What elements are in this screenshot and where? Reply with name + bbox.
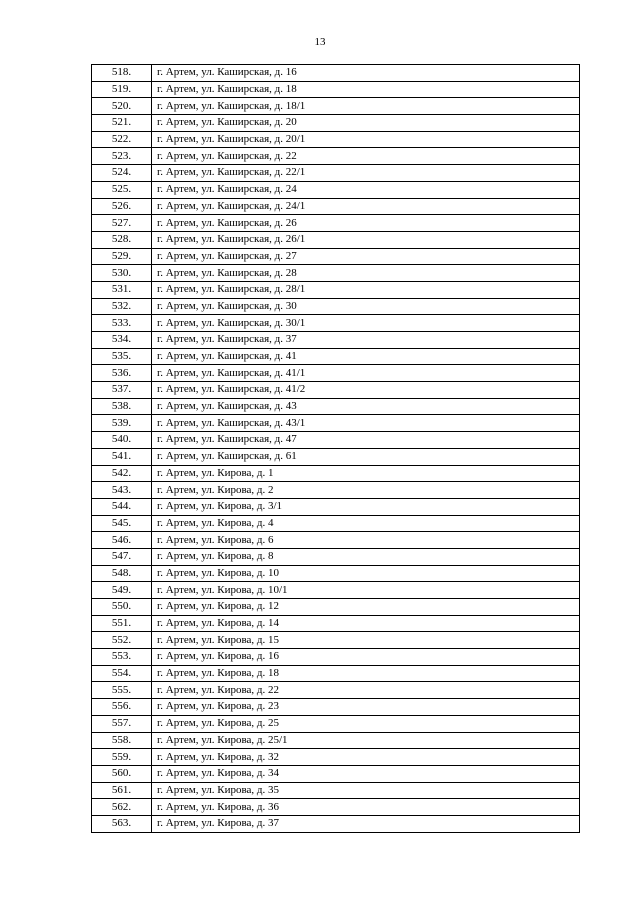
- address-cell: г. Артем, ул. Каширская, д. 24/1: [152, 198, 580, 215]
- address-cell: г. Артем, ул. Каширская, д. 28: [152, 265, 580, 282]
- address-cell: г. Артем, ул. Кирова, д. 4: [152, 515, 580, 532]
- address-cell: г. Артем, ул. Каширская, д. 20/1: [152, 131, 580, 148]
- row-number-cell: 541.: [92, 448, 152, 465]
- row-number-cell: 562.: [92, 799, 152, 816]
- row-number-cell: 535.: [92, 348, 152, 365]
- table-row: [92, 81, 580, 98]
- row-number-cell: 529.: [92, 248, 152, 265]
- row-number-cell: 556.: [92, 699, 152, 716]
- row-number-cell: 561.: [92, 782, 152, 799]
- address-cell: г. Артем, ул. Кирова, д. 15: [152, 632, 580, 649]
- table-row: [92, 765, 580, 782]
- table-row: [92, 715, 580, 732]
- table-row: [92, 348, 580, 365]
- row-number-cell: 545.: [92, 515, 152, 532]
- address-cell: г. Артем, ул. Кирова, д. 25: [152, 715, 580, 732]
- row-number-cell: 534.: [92, 332, 152, 349]
- row-number-cell: 549.: [92, 582, 152, 599]
- table-row: [92, 815, 580, 832]
- address-cell: г. Артем, ул. Кирова, д. 23: [152, 699, 580, 716]
- page-number: 13: [314, 36, 326, 48]
- row-number-cell: 540.: [92, 432, 152, 449]
- address-cell: г. Артем, ул. Каширская, д. 43: [152, 398, 580, 415]
- table-row: [92, 682, 580, 699]
- table-row: [92, 231, 580, 248]
- table-row: [92, 582, 580, 599]
- address-cell: г. Артем, ул. Каширская, д. 28/1: [152, 281, 580, 298]
- address-cell: г. Артем, ул. Кирова, д. 35: [152, 782, 580, 799]
- address-cell: г. Артем, ул. Каширская, д. 27: [152, 248, 580, 265]
- row-number-cell: 526.: [92, 198, 152, 215]
- row-number-cell: 554.: [92, 665, 152, 682]
- address-cell: г. Артем, ул. Кирова, д. 18: [152, 665, 580, 682]
- table-row: [92, 382, 580, 399]
- table-row: [92, 749, 580, 766]
- table-row: [92, 432, 580, 449]
- table-row: [92, 649, 580, 666]
- table-row: [92, 115, 580, 132]
- row-number-cell: 519.: [92, 81, 152, 98]
- row-number-cell: 524.: [92, 165, 152, 182]
- table-row: [92, 782, 580, 799]
- row-number-cell: 527.: [92, 215, 152, 232]
- address-cell: г. Артем, ул. Каширская, д. 24: [152, 181, 580, 198]
- address-cell: г. Артем, ул. Кирова, д. 36: [152, 799, 580, 816]
- table-row: [92, 65, 580, 82]
- row-number-cell: 518.: [92, 65, 152, 82]
- address-cell: г. Артем, ул. Кирова, д. 34: [152, 765, 580, 782]
- row-number-cell: 542.: [92, 465, 152, 482]
- row-number-cell: 525.: [92, 181, 152, 198]
- row-number-cell: 544.: [92, 498, 152, 515]
- row-number-cell: 531.: [92, 281, 152, 298]
- table-row: [92, 332, 580, 349]
- address-cell: г. Артем, ул. Кирова, д. 10: [152, 565, 580, 582]
- address-cell: г. Артем, ул. Кирова, д. 14: [152, 615, 580, 632]
- address-cell: г. Артем, ул. Каширская, д. 43/1: [152, 415, 580, 432]
- table-row: [92, 565, 580, 582]
- row-number-cell: 539.: [92, 415, 152, 432]
- table-row: [92, 615, 580, 632]
- address-cell: г. Артем, ул. Кирова, д. 22: [152, 682, 580, 699]
- address-table-body: [92, 65, 580, 833]
- address-cell: г. Артем, ул. Кирова, д. 2: [152, 482, 580, 499]
- address-cell: г. Артем, ул. Кирова, д. 3/1: [152, 498, 580, 515]
- table-row: [92, 248, 580, 265]
- address-cell: г. Артем, ул. Каширская, д. 37: [152, 332, 580, 349]
- table-row: [92, 165, 580, 182]
- address-cell: г. Артем, ул. Каширская, д. 41/1: [152, 365, 580, 382]
- table-row: [92, 632, 580, 649]
- table-row: [92, 548, 580, 565]
- row-number-cell: 548.: [92, 565, 152, 582]
- table-row: [92, 515, 580, 532]
- row-number-cell: 536.: [92, 365, 152, 382]
- row-number-cell: 538.: [92, 398, 152, 415]
- address-cell: г. Артем, ул. Каширская, д. 26/1: [152, 231, 580, 248]
- table-row: [92, 315, 580, 332]
- row-number-cell: 559.: [92, 749, 152, 766]
- address-cell: г. Артем, ул. Каширская, д. 22: [152, 148, 580, 165]
- table-row: [92, 699, 580, 716]
- address-cell: г. Артем, ул. Кирова, д. 6: [152, 532, 580, 549]
- table-row: [92, 532, 580, 549]
- address-cell: г. Артем, ул. Кирова, д. 1: [152, 465, 580, 482]
- address-cell: г. Артем, ул. Каширская, д. 26: [152, 215, 580, 232]
- address-cell: г. Артем, ул. Кирова, д. 12: [152, 599, 580, 616]
- address-cell: г. Артем, ул. Кирова, д. 25/1: [152, 732, 580, 749]
- row-number-cell: 520.: [92, 98, 152, 115]
- table-row: [92, 265, 580, 282]
- row-number-cell: 557.: [92, 715, 152, 732]
- table-row: [92, 148, 580, 165]
- row-number-cell: 555.: [92, 682, 152, 699]
- table-row: [92, 281, 580, 298]
- address-cell: г. Артем, ул. Кирова, д. 8: [152, 548, 580, 565]
- row-number-cell: 532.: [92, 298, 152, 315]
- table-row: [92, 215, 580, 232]
- table-row: [92, 448, 580, 465]
- table-row: [92, 599, 580, 616]
- row-number-cell: 522.: [92, 131, 152, 148]
- table-row: [92, 181, 580, 198]
- address-cell: г. Артем, ул. Каширская, д. 41: [152, 348, 580, 365]
- address-cell: г. Артем, ул. Каширская, д. 18: [152, 81, 580, 98]
- row-number-cell: 530.: [92, 265, 152, 282]
- row-number-cell: 558.: [92, 732, 152, 749]
- address-table: [91, 64, 580, 833]
- row-number-cell: 546.: [92, 532, 152, 549]
- table-row: [92, 415, 580, 432]
- table-row: [92, 198, 580, 215]
- table-row: [92, 665, 580, 682]
- address-cell: г. Артем, ул. Каширская, д. 16: [152, 65, 580, 82]
- table-row: [92, 98, 580, 115]
- address-cell: г. Артем, ул. Каширская, д. 30: [152, 298, 580, 315]
- address-cell: г. Артем, ул. Каширская, д. 61: [152, 448, 580, 465]
- table-row: [92, 365, 580, 382]
- row-number-cell: 537.: [92, 382, 152, 399]
- address-cell: г. Артем, ул. Каширская, д. 30/1: [152, 315, 580, 332]
- table-row: [92, 131, 580, 148]
- address-cell: г. Артем, ул. Кирова, д. 10/1: [152, 582, 580, 599]
- row-number-cell: 523.: [92, 148, 152, 165]
- row-number-cell: 550.: [92, 599, 152, 616]
- address-cell: г. Артем, ул. Каширская, д. 20: [152, 115, 580, 132]
- table-row: [92, 482, 580, 499]
- row-number-cell: 543.: [92, 482, 152, 499]
- row-number-cell: 528.: [92, 231, 152, 248]
- address-cell: г. Артем, ул. Кирова, д. 32: [152, 749, 580, 766]
- row-number-cell: 551.: [92, 615, 152, 632]
- table-row: [92, 298, 580, 315]
- row-number-cell: 533.: [92, 315, 152, 332]
- address-cell: г. Артем, ул. Каширская, д. 47: [152, 432, 580, 449]
- table-row: [92, 398, 580, 415]
- table-row: [92, 799, 580, 816]
- address-cell: г. Артем, ул. Каширская, д. 41/2: [152, 382, 580, 399]
- table-row: [92, 498, 580, 515]
- row-number-cell: 552.: [92, 632, 152, 649]
- table-row: [92, 465, 580, 482]
- address-cell: г. Артем, ул. Кирова, д. 37: [152, 815, 580, 832]
- row-number-cell: 563.: [92, 815, 152, 832]
- table-row: [92, 732, 580, 749]
- row-number-cell: 521.: [92, 115, 152, 132]
- address-cell: г. Артем, ул. Каширская, д. 22/1: [152, 165, 580, 182]
- row-number-cell: 547.: [92, 548, 152, 565]
- row-number-cell: 553.: [92, 649, 152, 666]
- row-number-cell: 560.: [92, 765, 152, 782]
- address-cell: г. Артем, ул. Кирова, д. 16: [152, 649, 580, 666]
- address-cell: г. Артем, ул. Каширская, д. 18/1: [152, 98, 580, 115]
